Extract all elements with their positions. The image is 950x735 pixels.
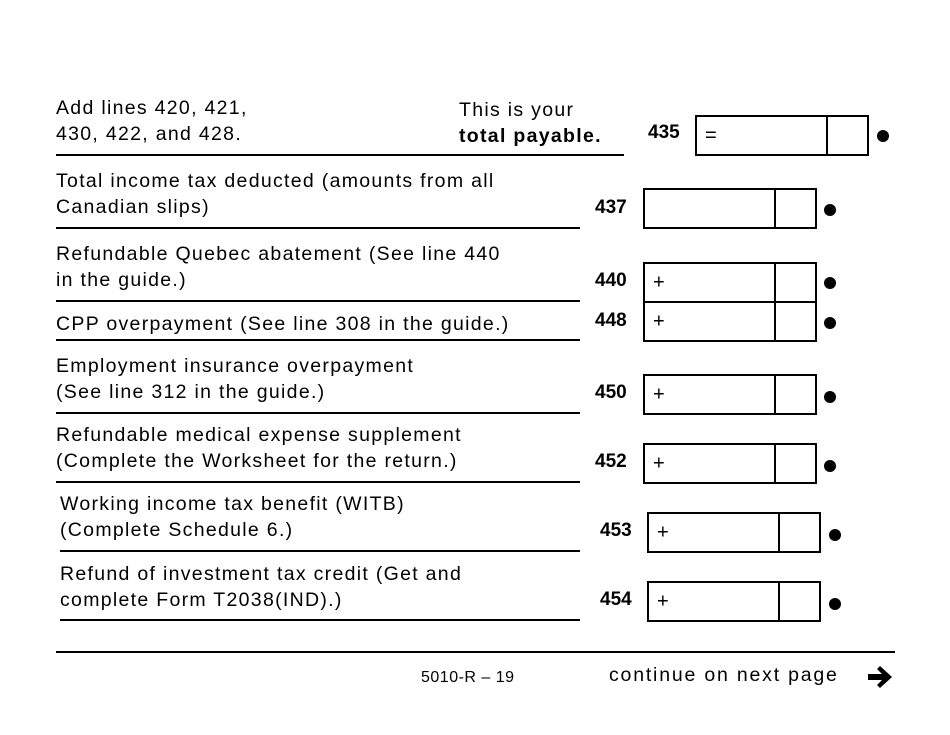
line-454-amount-field[interactable] — [647, 581, 821, 622]
row-437-desc-line2: Canadian slips) — [56, 196, 210, 218]
row-437-desc-line1: Total income tax deducted (amounts from all — [56, 170, 495, 192]
plus-operator: + — [653, 452, 665, 474]
line-435-amount-field[interactable] — [695, 115, 869, 156]
bullet-icon — [824, 204, 836, 216]
plus-operator: + — [653, 271, 665, 293]
row-435-note-line1: This is your — [459, 99, 575, 121]
row-divider — [56, 154, 624, 156]
row-453-desc-line1: Working income tax benefit (WITB) — [60, 493, 405, 515]
line-number-437: 437 — [595, 197, 627, 218]
row-divider — [56, 300, 580, 302]
right-arrow-icon — [866, 666, 894, 693]
form-id: 5010-R – 19 — [421, 669, 515, 686]
bullet-icon — [824, 391, 836, 403]
row-435-desc-line2: 430, 422, and 428. — [56, 123, 243, 145]
line-440-amount-field[interactable] — [643, 262, 817, 303]
row-452-desc-line1: Refundable medical expense supplement — [56, 424, 462, 446]
row-divider — [60, 619, 580, 621]
row-divider — [56, 412, 580, 414]
plus-operator: + — [657, 521, 669, 543]
bullet-icon — [877, 130, 889, 142]
row-440-desc-line1: Refundable Quebec abatement (See line 440 — [56, 243, 501, 265]
plus-operator: + — [653, 310, 665, 332]
equals-operator: = — [705, 124, 717, 146]
bullet-icon — [824, 460, 836, 472]
row-440-desc-line2: in the guide.) — [56, 269, 187, 291]
line-number-452: 452 — [595, 451, 627, 472]
line-number-450: 450 — [595, 382, 627, 403]
line-453-amount-field[interactable] — [647, 512, 821, 553]
plus-operator: + — [657, 590, 669, 612]
row-454-desc-line2: complete Form T2038(IND).) — [60, 589, 343, 611]
row-divider — [56, 481, 580, 483]
footer-divider — [56, 651, 895, 653]
bullet-icon — [829, 529, 841, 541]
continue-text: continue on next page — [609, 664, 839, 686]
line-number-440: 440 — [595, 270, 627, 291]
row-450-desc-line2: (See line 312 in the guide.) — [56, 381, 326, 403]
row-435-note-line2: total payable. — [459, 125, 602, 147]
bullet-icon — [824, 317, 836, 329]
row-453-desc-line2: (Complete Schedule 6.) — [60, 519, 294, 541]
row-450-desc-line1: Employment insurance overpayment — [56, 355, 415, 377]
line-437-amount-field[interactable] — [643, 188, 817, 229]
line-number-454: 454 — [600, 589, 632, 610]
row-divider — [56, 339, 580, 341]
row-divider — [56, 227, 580, 229]
line-number-453: 453 — [600, 520, 632, 541]
bullet-icon — [824, 277, 836, 289]
line-452-amount-field[interactable] — [643, 443, 817, 484]
line-number-448: 448 — [595, 310, 627, 331]
row-452-desc-line2: (Complete the Worksheet for the return.) — [56, 450, 458, 472]
row-454-desc-line1: Refund of investment tax credit (Get and — [60, 563, 463, 585]
line-number-435: 435 — [648, 122, 680, 143]
row-448-desc: CPP overpayment (See line 308 in the guide.) — [56, 313, 510, 335]
plus-operator: + — [653, 383, 665, 405]
bullet-icon — [829, 598, 841, 610]
row-divider — [60, 550, 580, 552]
row-435-desc-line1: Add lines 420, 421, — [56, 97, 248, 119]
line-448-amount-field[interactable] — [643, 301, 817, 342]
line-450-amount-field[interactable] — [643, 374, 817, 415]
